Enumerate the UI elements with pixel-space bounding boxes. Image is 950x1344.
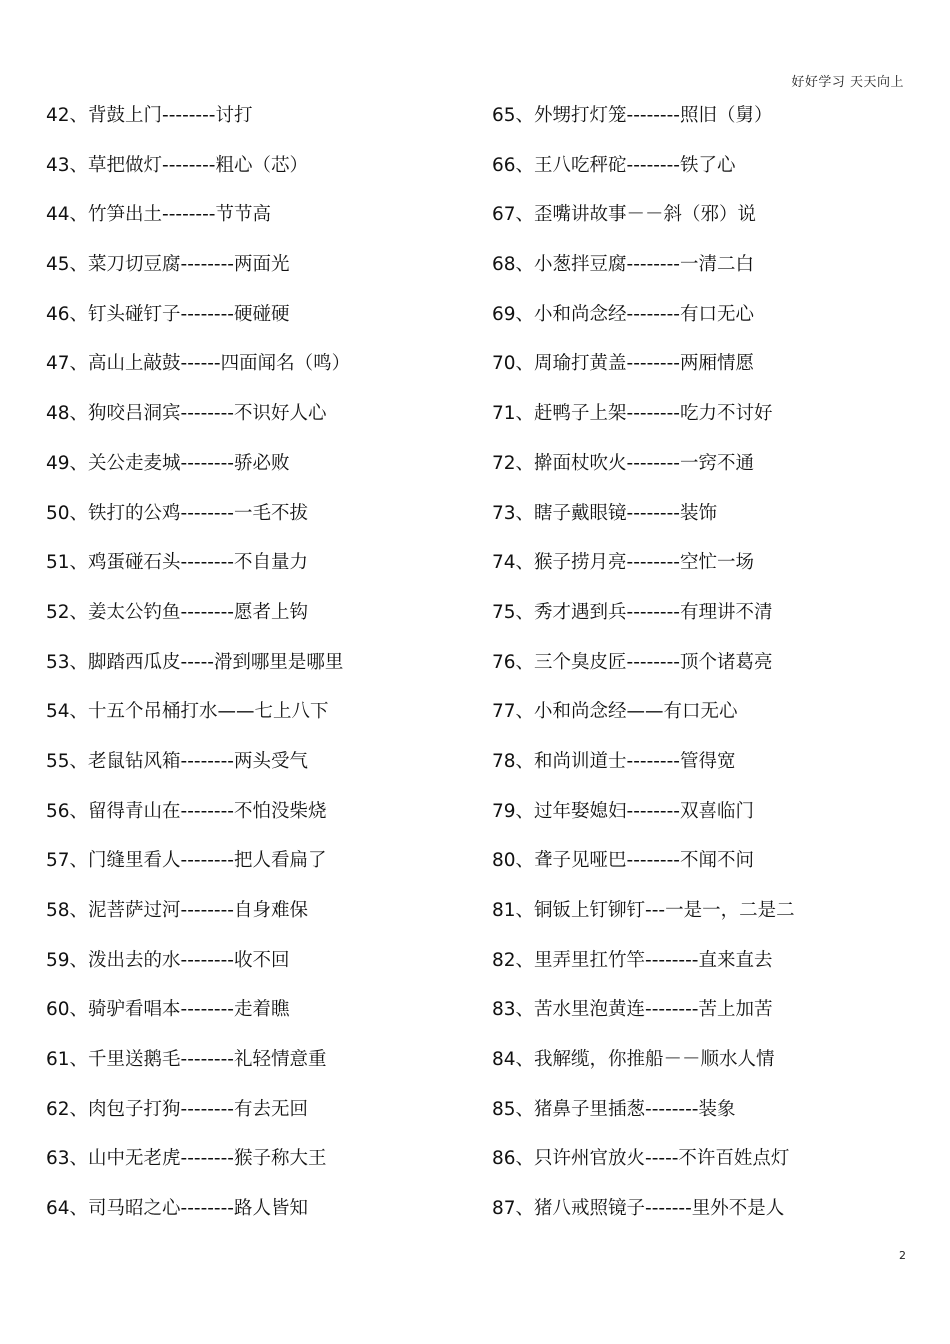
xiehouyu-item: 83、苦水里泡黄连--------苦上加苦 — [492, 999, 773, 1021]
left-column — [46, 94, 466, 1237]
xiehouyu-item: 61、千里送鹅毛--------礼轻情意重 — [46, 1049, 327, 1071]
xiehouyu-item: 69、小和尚念经--------有口无心 — [492, 303, 754, 325]
right-column — [492, 94, 912, 1237]
page-number: 2 — [899, 1249, 906, 1262]
xiehouyu-item: 87、猪八戒照镜子-------里外不是人 — [492, 1198, 785, 1220]
xiehouyu-item: 51、鸡蛋碰石头--------不自量力 — [46, 552, 308, 574]
xiehouyu-item: 79、过年娶媳妇--------双喜临门 — [492, 800, 754, 822]
xiehouyu-item: 74、猴子捞月亮--------空忙一场 — [492, 552, 754, 574]
xiehouyu-item: 63、山中无老虎--------猴子称大王 — [46, 1148, 327, 1170]
xiehouyu-item: 76、三个臭皮匠--------顶个诸葛亮 — [492, 651, 773, 673]
xiehouyu-item: 60、骑驴看唱本--------走着瞧 — [46, 999, 290, 1021]
xiehouyu-item: 49、关公走麦城--------骄必败 — [46, 452, 290, 474]
xiehouyu-item: 50、铁打的公鸡--------一毛不拔 — [46, 502, 308, 524]
xiehouyu-item: 52、姜太公钓鱼--------愿者上钩 — [46, 601, 308, 623]
xiehouyu-item: 65、外甥打灯笼--------照旧（舅） — [492, 105, 773, 126]
xiehouyu-item: 56、留得青山在--------不怕没柴烧 — [46, 800, 327, 822]
xiehouyu-item: 70、周瑜打黄盖--------两厢情愿 — [492, 353, 754, 375]
xiehouyu-item: 77、小和尚念经——有口无心 — [492, 701, 738, 723]
xiehouyu-item: 55、老鼠钻风箱--------两头受气 — [46, 750, 308, 772]
xiehouyu-item: 57、门缝里看人--------把人看扁了 — [46, 850, 327, 872]
xiehouyu-item: 80、聋子见哑巴--------不闻不问 — [492, 850, 754, 872]
xiehouyu-item: 81、铜钣上钉铆钉---一是一，二是二 — [492, 900, 795, 921]
xiehouyu-item: 45、菜刀切豆腐--------两面光 — [46, 254, 290, 276]
xiehouyu-item: 58、泥菩萨过河--------自身难保 — [46, 900, 308, 921]
xiehouyu-item: 64、司马昭之心--------路人皆知 — [46, 1198, 308, 1220]
xiehouyu-item: 59、泼出去的水--------收不回 — [46, 949, 290, 971]
xiehouyu-item: 66、王八吃秤砣--------铁了心 — [492, 154, 736, 176]
xiehouyu-item: 82、里弄里扛竹竿--------直来直去 — [492, 949, 773, 971]
xiehouyu-item: 72、擀面杖吹火--------一窍不通 — [492, 452, 754, 474]
xiehouyu-item: 44、竹笋出土--------节节高 — [46, 204, 271, 226]
xiehouyu-item: 78、和尚训道士--------管得宽 — [492, 750, 736, 772]
xiehouyu-item: 53、脚踏西瓜皮-----滑到哪里是哪里 — [46, 651, 344, 673]
xiehouyu-item: 75、秀才遇到兵--------有理讲不清 — [492, 601, 773, 623]
xiehouyu-item: 46、钉头碰钉子--------硬碰硬 — [46, 303, 290, 325]
xiehouyu-item: 85、猪鼻子里插葱--------装象 — [492, 1098, 736, 1120]
xiehouyu-item: 43、草把做灯--------粗心（芯） — [46, 154, 308, 176]
xiehouyu-item: 71、赶鸭子上架--------吃力不讨好 — [492, 403, 773, 425]
xiehouyu-item: 86、只许州官放火-----不许百姓点灯 — [492, 1148, 790, 1170]
header-motto: 好好学习 天天向上 — [791, 75, 904, 90]
xiehouyu-item: 54、十五个吊桶打水——七上八下 — [46, 701, 329, 723]
xiehouyu-item: 48、狗咬吕洞宾--------不识好人心 — [46, 403, 327, 425]
xiehouyu-item: 47、高山上敲鼓------四面闻名（鸣） — [46, 353, 351, 375]
xiehouyu-item: 73、瞎子戴眼镜--------装饰 — [492, 502, 717, 524]
xiehouyu-item: 84、我解缆，你推船－－顺水人情 — [492, 1049, 775, 1071]
xiehouyu-item: 42、背鼓上门--------讨打 — [46, 105, 253, 126]
xiehouyu-item: 67、歪嘴讲故事－－斜（邪）说 — [492, 204, 757, 226]
xiehouyu-item: 68、小葱拌豆腐--------一清二白 — [492, 254, 754, 276]
xiehouyu-item: 62、肉包子打狗--------有去无回 — [46, 1098, 308, 1120]
